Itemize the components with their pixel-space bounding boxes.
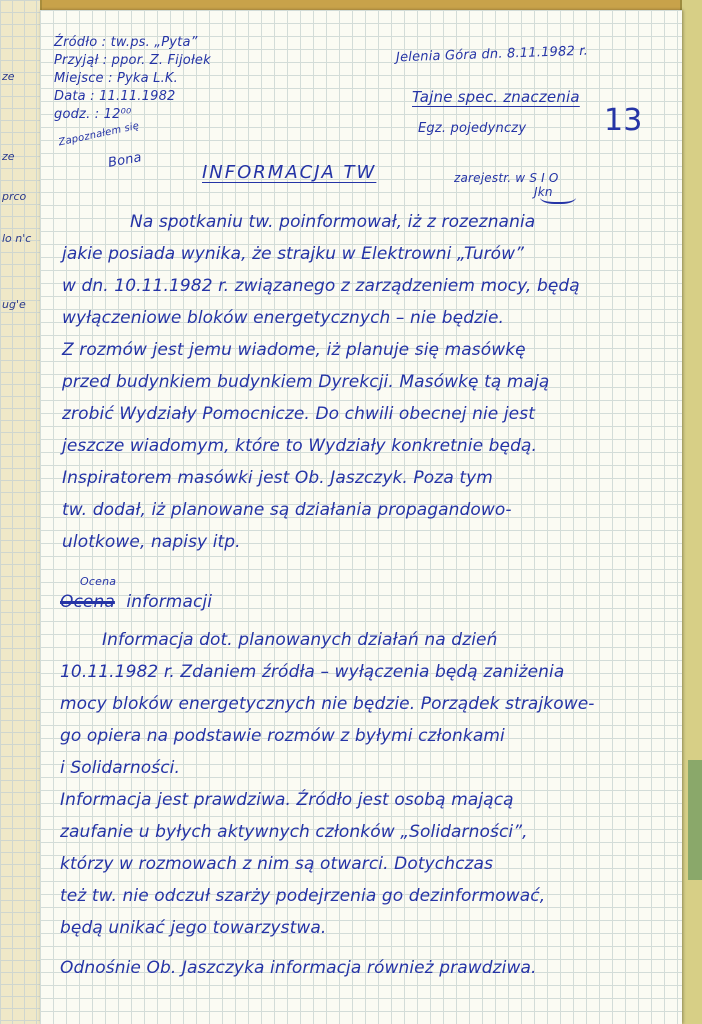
- place-date: Jelenia Góra dn. 8.11.1982 r.: [395, 43, 589, 66]
- assessment-line: będą unikać jego towarzystwa.: [60, 918, 327, 938]
- heading-text: informacji: [126, 592, 213, 612]
- assessment-line: 10.11.1982 r. Zdaniem źródła – wyłączenia będą zaniżenia: [60, 662, 565, 682]
- margin-fragment: lo n'c: [2, 232, 32, 245]
- heading-correction: Ocena: [80, 575, 117, 588]
- handwritten-page: [40, 10, 682, 1024]
- date-field: Data : 11.11.1982: [54, 89, 176, 104]
- body-line: przed budynkiem budynkiem Dyrekcji. Masówkę tą mają: [62, 372, 550, 392]
- copy-note: Egz. pojedynczy: [418, 121, 527, 136]
- assessment-line: Informacja jest prawdziwa. Źródło jest osobą mającą: [60, 790, 514, 810]
- assessment-line: Odnośnie Ob. Jaszczyka informacja również prawdziwa.: [60, 958, 537, 978]
- page-tab: [688, 760, 702, 880]
- registration-signature: Jkn: [534, 185, 553, 199]
- hour-field: godz. : 12⁰⁰: [54, 107, 132, 122]
- body-line: ulotkowe, napisy itp.: [62, 532, 241, 552]
- body-line: wyłączeniowe bloków energetycznych – nie będzie.: [62, 308, 505, 328]
- assessment-line: go opiera na podstawie rozmów z byłymi członkami: [60, 726, 505, 746]
- section-heading: [60, 594, 212, 611]
- assessment-line: też tw. nie odczuł szarży podejrzenia go dezinformować,: [60, 886, 546, 906]
- place-field: Miejsce : Pyka L.K.: [54, 71, 178, 86]
- body-line: Z rozmów jest jemu wiadome, iż planuje się masówkę: [62, 340, 526, 360]
- acknowledged-note: Zapoznałem się: [57, 120, 141, 149]
- assessment-line: Informacja dot. planowanych działań na dzień: [102, 630, 498, 650]
- body-line: zrobić Wydziały Pomocnicze. Do chwili obecnej nie jest: [62, 404, 535, 424]
- assessment-line: mocy bloków energetycznych nie będzie. Porządek strajkowe-: [60, 694, 595, 714]
- adjacent-page-left: [0, 0, 42, 1024]
- margin-fragment: ug'e: [2, 298, 26, 311]
- received-by-field: Przyjął : ppor. Z. Fijołek: [54, 53, 211, 68]
- body-line: jeszcze wiadomym, które to Wydziały konkretnie będą.: [62, 436, 538, 456]
- document-title: INFORMACJA TW: [202, 162, 377, 183]
- assessment-line: którzy w rozmowach z nim są otwarci. Dotychczas: [60, 854, 494, 874]
- margin-fragment: ze: [2, 150, 15, 163]
- signature-flourish: [540, 188, 576, 204]
- struck-word: Ocena: [60, 592, 115, 612]
- margin-fragment: ze: [2, 70, 15, 83]
- source-field: Źródło : tw.ps. „Pyta”: [54, 35, 198, 50]
- assessment-line: zaufanie u byłych aktywnych członków „Solidarności”,: [60, 822, 528, 842]
- classification: Tajne spec. znaczenia: [412, 88, 580, 106]
- page-number: 13: [604, 103, 643, 138]
- margin-fragment: prco: [2, 190, 27, 203]
- registration-note: zarejestr. w S I O: [454, 171, 559, 185]
- acknowledged-signature: Bona: [106, 150, 143, 171]
- body-line: jakie posiada wynika, że strajku w Elektrowni „Turów”: [62, 244, 525, 264]
- body-line: Inspiratorem masówki jest Ob. Jaszczyk. Poza tym: [62, 468, 493, 488]
- adjacent-page-right: [680, 0, 702, 1024]
- body-line: Na spotkaniu tw. poinformował, iż z rozeznania: [130, 212, 536, 232]
- body-line: tw. dodał, iż planowane są działania propagandowo-: [62, 500, 512, 520]
- assessment-line: i Solidarności.: [60, 758, 180, 778]
- body-line: w dn. 10.11.1982 r. związanego z zarządzeniem mocy, będą: [62, 276, 580, 296]
